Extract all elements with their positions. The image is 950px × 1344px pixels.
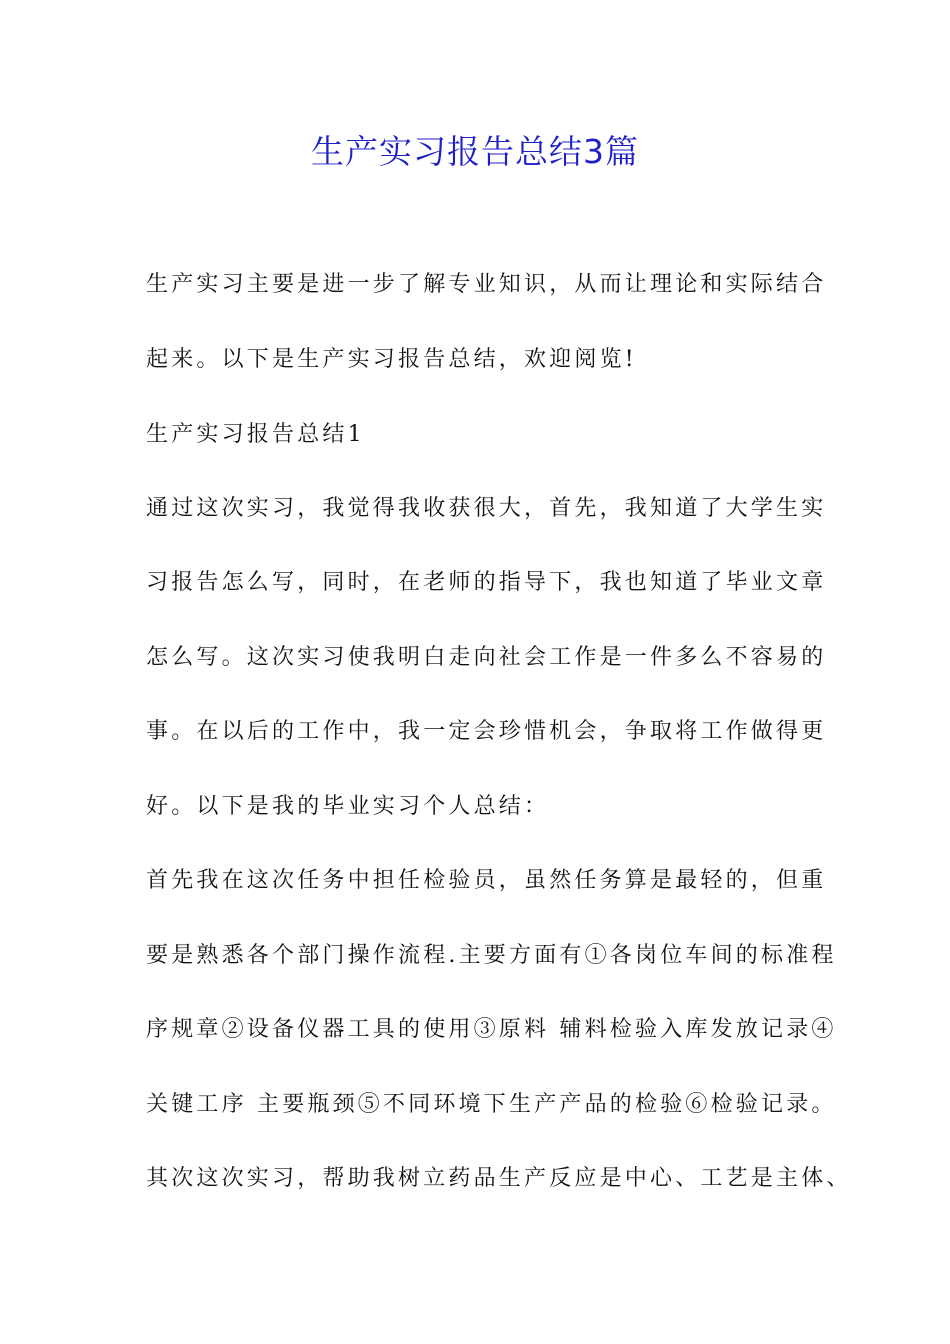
section-heading: 生产实习报告总结1 [146, 422, 365, 447]
paragraph-line: 事。在以后的工作中，我一定会珍惜机会，争取将工作做得更 [146, 719, 827, 744]
paragraph-line: 怎么写。这次实习使我明白走向社会工作是一件多么不容易的 [146, 645, 827, 670]
paragraph-line: 好。以下是我的毕业实习个人总结： [146, 794, 550, 819]
paragraph-line: 首先我在这次任务中担任检验员，虽然任务算是最轻的，但重 [146, 868, 827, 893]
paragraph-line: 通过这次实习，我觉得我收获很大，首先，我知道了大学生实 [146, 496, 827, 521]
paragraph-line: 习报告怎么写，同时，在老师的指导下，我也知道了毕业文章 [146, 570, 827, 595]
paragraph-line: 生产实习主要是进一步了解专业知识，从而让理论和实际结合 [146, 272, 827, 297]
document-title: 生产实习报告总结3篇 [311, 132, 639, 171]
paragraph-line: 其次这次实习，帮助我树立药品生产反应是中心、工艺是主体、 [146, 1166, 852, 1191]
paragraph-line: 序规章②设备仪器工具的使用③原料 辅料检验入库发放记录④ [146, 1017, 837, 1042]
paragraph-line: 要是熟悉各个部门操作流程.主要方面有①各岗位车间的标准程 [146, 943, 837, 968]
paragraph-line: 起来。以下是生产实习报告总结，欢迎阅览! [146, 347, 637, 372]
paragraph-line: 关键工序 主要瓶颈⑤不同环境下生产产品的检验⑥检验记录。 [146, 1092, 837, 1117]
